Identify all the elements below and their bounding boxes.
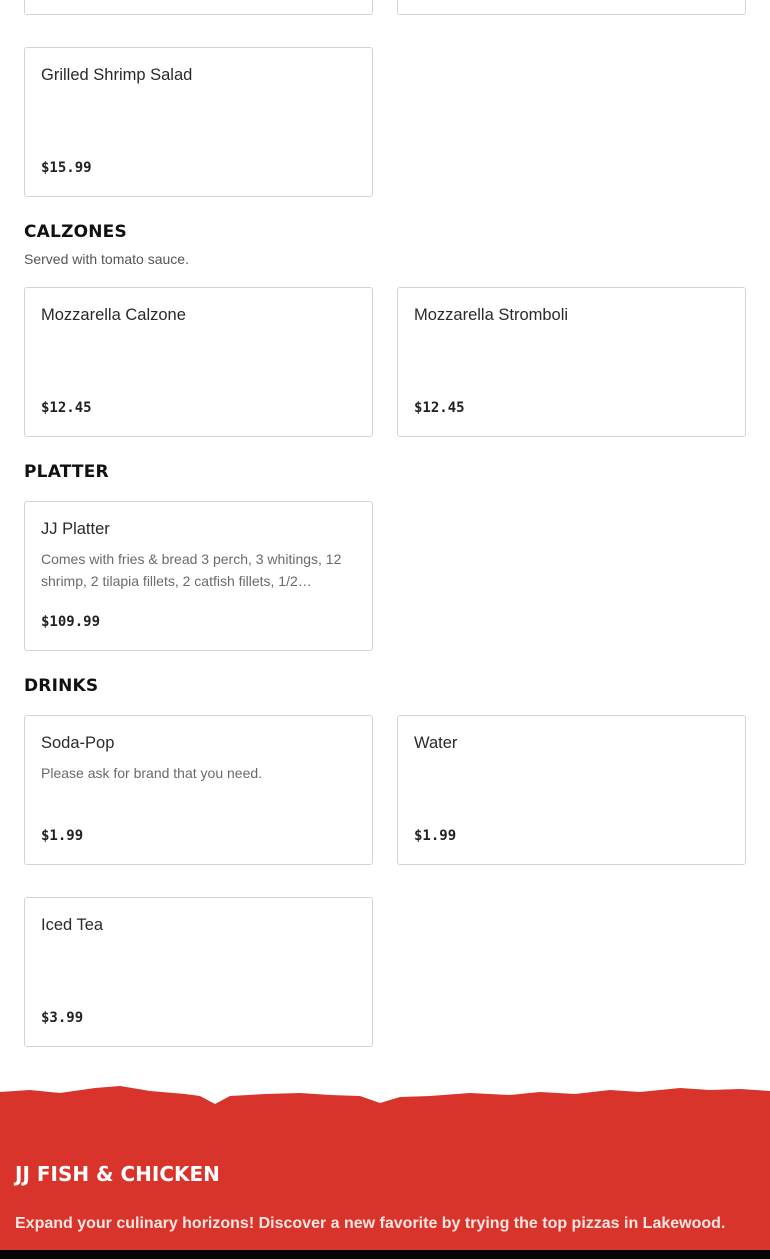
menu-item-price: $1.99 [414,828,457,844]
menu-item-price: $109.99 [41,614,101,630]
menu-item-name: Water [414,734,458,752]
footer-brand: JJ FISH & CHICKEN [15,1162,220,1186]
menu-item-name: Iced Tea [41,916,104,934]
section-title-drinks: DRINKS [24,676,99,696]
section-subtitle-calzones: Served with tomato sauce. [24,251,189,267]
menu-item-name: Mozzarella Stromboli [414,306,569,324]
menu-item-name: Grilled Shrimp Salad [41,66,193,84]
menu-item-price: $3.99 [41,1010,84,1026]
menu-item-card-partial[interactable] [24,0,373,15]
menu-item-card[interactable] [24,715,373,865]
menu-item-price: $1.99 [41,828,84,844]
section-title-calzones: CALZONES [24,222,127,242]
menu-item-price: $12.45 [41,400,92,416]
menu-item-name: Soda-Pop [41,734,115,752]
menu-item-name: Mozzarella Calzone [41,306,186,324]
footer-tagline: Expand your culinary horizons! Discover a new favorite by trying the top pizzas in Lakewood. [15,1215,726,1232]
menu-item-card[interactable] [24,501,373,651]
menu-item-price: $12.45 [414,400,465,416]
menu-item-name: JJ Platter [41,520,110,538]
menu-item-card[interactable] [397,287,746,437]
menu-item-card[interactable] [24,47,373,197]
menu-item-price: $15.99 [41,160,92,176]
menu-item-card[interactable] [24,287,373,437]
menu-item-card[interactable] [24,897,373,1047]
footer-bottom-bar [0,1250,770,1259]
section-title-platter: PLATTER [24,462,109,482]
menu-item-card-partial[interactable] [397,0,746,15]
menu-item-description: Please ask for brand that you need. [41,765,263,781]
menu-item-card[interactable] [397,715,746,865]
footer [0,1084,770,1259]
menu-item-description: Comes with fries & bread 3 perch, 3 whitings, 12 shrimp, 2 tilapia fillets, 2 catfish fillets, 1/2… [41,551,342,589]
